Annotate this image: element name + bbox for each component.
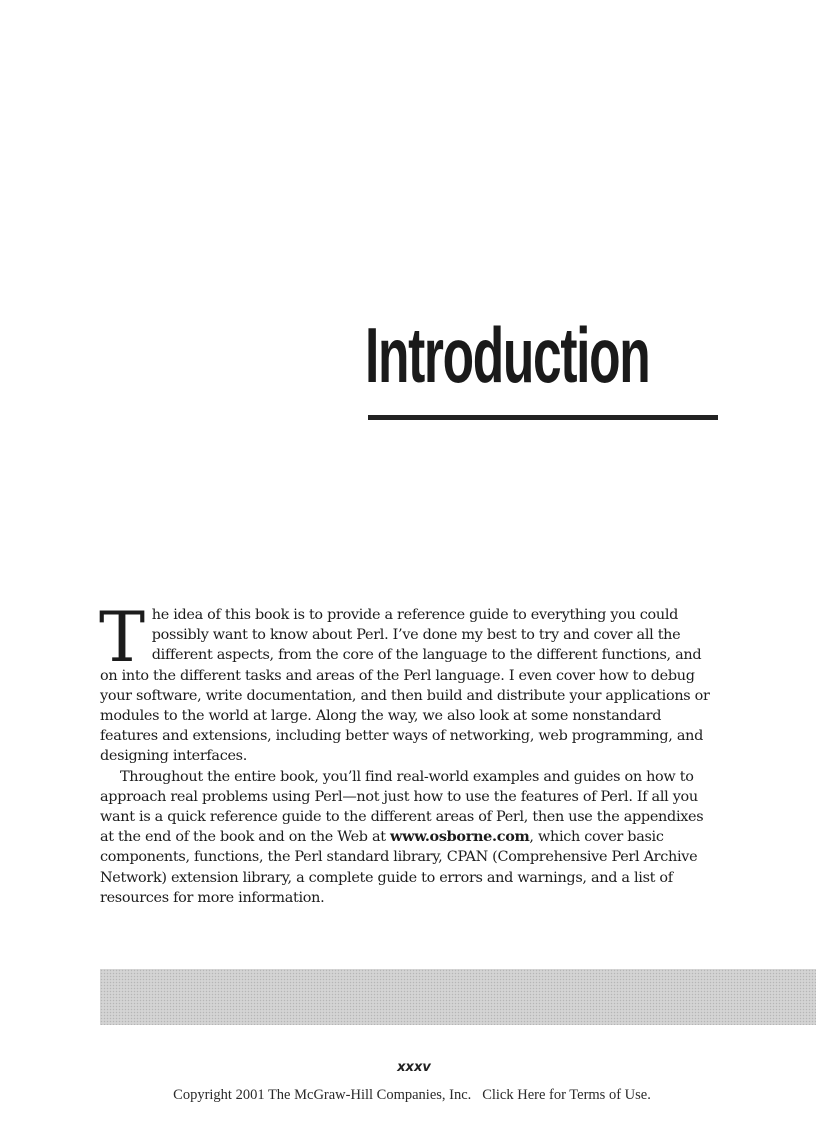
copyright-footer bbox=[4, 1087, 816, 1104]
paragraph-1: The idea of this book is to provide a reference guide to everything you could possibly want to know about Perl. I’ve done my best to try and cover all the different aspects, from the core of the language to the different functions, and on into the different tasks and areas of the Perl language. I even cover how to debug your software, write documentation, and then build and distribute your applications or modules to the world at large. Along the way, we also look at some nonstandard features and extensions, including better ways of networking, web programming, and designing interfaces. bbox=[99, 598, 710, 765]
introduction-body bbox=[99, 598, 715, 908]
terms-of-use-link[interactable]: Click Here for Terms of Use. bbox=[482, 1087, 651, 1103]
page-number: xxxv bbox=[397, 1060, 431, 1075]
paragraph-2-text-start: Throughout the entire book, you’ll find real-world examples and guides on how to approach real problems using Perl—not just how to use the features of Perl. If all you want is a quick reference guide to the different areas of Perl, then use the appendixes at the end of the book and on the Web at bbox=[100, 768, 704, 846]
decorative-gray-band bbox=[100, 969, 816, 1025]
paragraph-2-text-end: , which cover basic components, functions, the Perl standard library, CPAN (Comprehensive Perl Archive Network) extension library, a complete guide to errors and warnings, and a list of resources for more information. bbox=[100, 829, 698, 906]
title-underline-rule bbox=[368, 415, 718, 420]
copyright-notice: Copyright 2001 The McGraw-Hill Companies, Inc. bbox=[173, 1087, 472, 1103]
paragraph-2 bbox=[100, 767, 715, 908]
osborne-url-link[interactable]: www.osborne.com bbox=[390, 828, 530, 846]
chapter-title: Introduction bbox=[365, 311, 650, 399]
